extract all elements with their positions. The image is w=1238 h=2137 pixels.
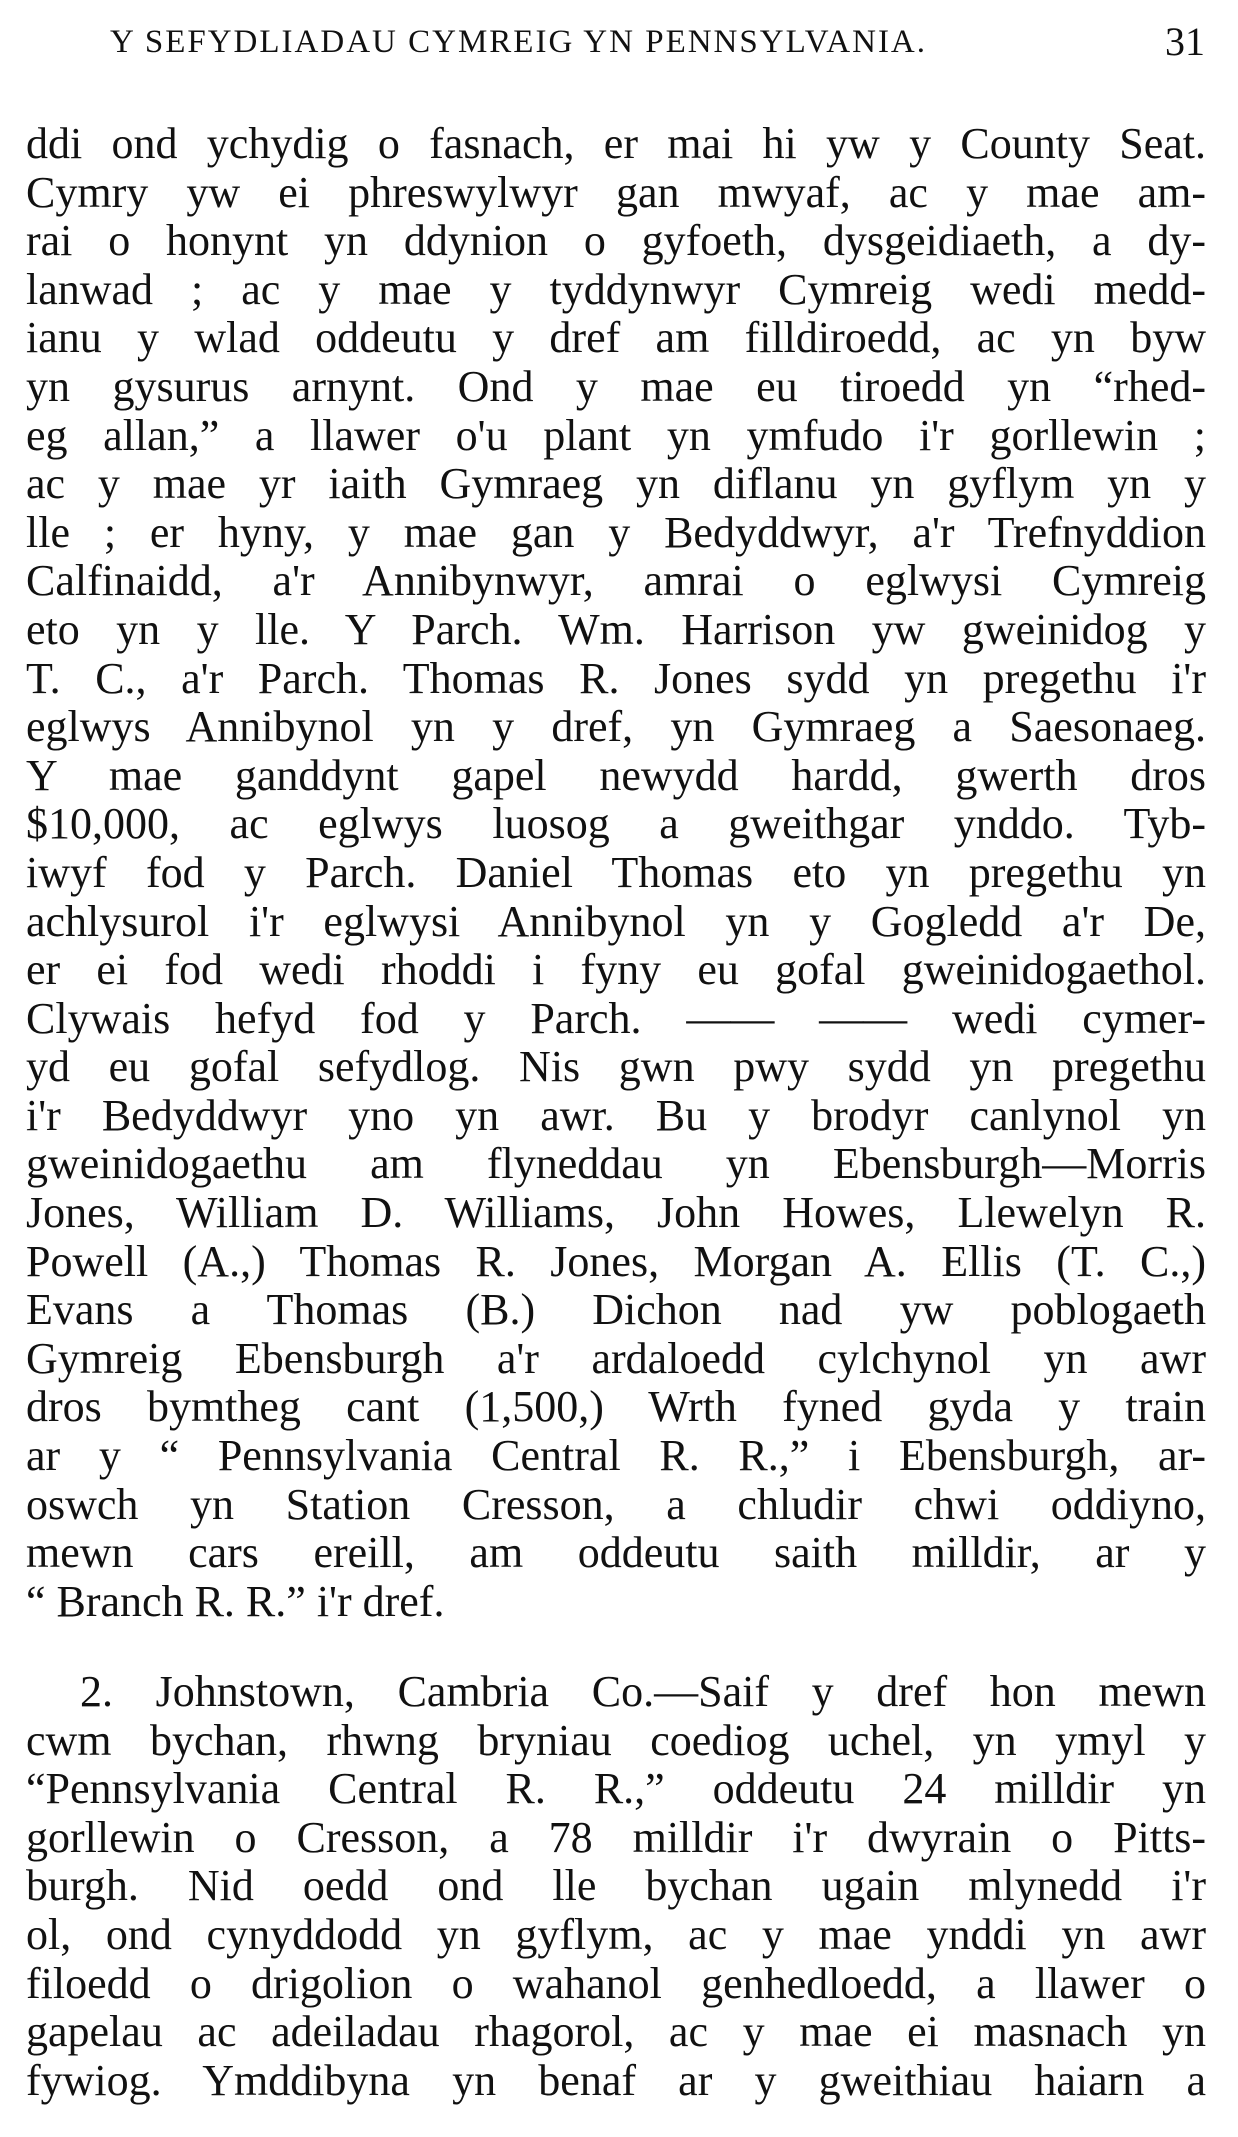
text-line: ac y mae yr iaith Gymraeg yn diflanu yn gyflym yn y	[26, 460, 1206, 509]
text-line: i'r Bedyddwyr yno yn awr. Bu y brodyr canlynol yn	[26, 1091, 1206, 1140]
text-line: gorllewin o Cresson, a 78 milldir i'r dwyrain o Pitts-	[26, 1813, 1206, 1862]
text-line: Gymreig Ebensburgh a'r ardaloedd cylchynol yn awr	[26, 1334, 1206, 1383]
text-line: Y mae ganddynt gapel newydd hardd, gwerth dros	[26, 751, 1206, 800]
text-line: dros bymtheg cant (1,500,) Wrth fyned gyda y train	[26, 1383, 1206, 1432]
text-line: ianu y wlad oddeutu y dref am filldiroedd, ac yn byw	[26, 314, 1206, 363]
text-line: achlysurol i'r eglwysi Annibynol yn y Gogledd a'r De,	[26, 897, 1206, 946]
text-line: ol, ond cynyddodd yn gyflym, ac y mae ynddi yn awr	[26, 1910, 1206, 1959]
text-line: lle ; er hyny, y mae gan y Bedyddwyr, a'r Trefnyddion	[26, 508, 1206, 557]
text-line: yd eu gofal sefydlog. Nis gwn pwy sydd yn pregethu	[26, 1043, 1206, 1092]
text-line: fywiog. Ymddibyna yn benaf ar y gweithiau haiarn a	[26, 2056, 1206, 2105]
text-line: $10,000, ac eglwys luosog a gweithgar ynddo. Tyb-	[26, 800, 1206, 849]
text-line: eglwys Annibynol yn y dref, yn Gymraeg a Saesonaeg.	[26, 703, 1206, 752]
page-number: 31	[1165, 19, 1205, 64]
text-line: ddi ond ychydig o fasnach, er mai hi yw y County Seat.	[26, 120, 1206, 168]
text-line: rai o honynt yn ddynion o gyfoeth, dysgeidiaeth, a dy-	[26, 217, 1206, 266]
paragraph-johnstown	[26, 1668, 1206, 2105]
text-line: lanwad ; ac y mae y tyddynwyr Cymreig wedi medd-	[26, 265, 1206, 314]
text-line: “ Branch R. R.” i'r dref.	[26, 1577, 445, 1626]
text-line: eto yn y lle. Y Parch. Wm. Harrison yw gweinidog y	[26, 605, 1206, 654]
text-line: Calfinaidd, a'r Annibynwyr, amrai o eglwysi Cymreig	[26, 557, 1206, 606]
text-line: burgh. Nid oedd ond lle bychan ugain mlynedd i'r	[26, 1862, 1206, 1911]
text-line: “Pennsylvania Central R. R.,” oddeutu 24 milldir yn	[26, 1765, 1206, 1814]
text-line: T. C., a'r Parch. Thomas R. Jones sydd yn pregethu i'r	[26, 654, 1206, 703]
text-line: cwm bychan, rhwng bryniau coediog uchel, yn ymyl y	[26, 1716, 1206, 1765]
text-line: iwyf fod y Parch. Daniel Thomas eto yn pregethu yn	[26, 848, 1206, 897]
text-line: oswch yn Station Cresson, a chludir chwi oddiyno,	[26, 1480, 1206, 1529]
text-line: eg allan,” a llawer o'u plant yn ymfudo i'r gorllewin ;	[26, 411, 1206, 460]
text-line: Jones, William D. Williams, John Howes, Llewelyn R.	[26, 1189, 1206, 1238]
text-line: mewn cars ereill, am oddeutu saith milldir, ar y	[26, 1529, 1206, 1578]
text-line: Clywais hefyd fod y Parch. —— —— wedi cymer-	[26, 994, 1206, 1043]
running-head-title: Y SEFYDLIADAU CYMREIG YN PENNSYLVANIA.	[110, 24, 928, 60]
text-line: Evans a Thomas (B.) Dichon nad yw poblogaeth	[26, 1286, 1206, 1335]
text-line: er ei fod wedi rhoddi i fyny eu gofal gweinidogaethol.	[26, 946, 1206, 995]
text-line: ar y “ Pennsylvania Central R. R.,” i Ebensburgh, ar-	[26, 1432, 1206, 1481]
text-line: Cymry yw ei phreswylwyr gan mwyaf, ac y mae am-	[26, 168, 1206, 217]
running-head	[110, 18, 1205, 66]
text-line: gweinidogaethu am flyneddau yn Ebensburgh—Morris	[26, 1140, 1206, 1189]
text-line: filoedd o drigolion o wahanol genhedloedd, a llawer o	[26, 1959, 1206, 2008]
text-line: gapelau ac adeiladau rhagorol, ac y mae ei masnach yn	[26, 2008, 1206, 2057]
text-line: yn gysurus arnynt. Ond y mae eu tiroedd yn “rhed-	[26, 362, 1206, 411]
text-line: Powell (A.,) Thomas R. Jones, Morgan A. Ellis (T. C.,)	[26, 1237, 1206, 1286]
paragraph-ebensburgh	[26, 120, 1206, 1626]
text-line: 2. Johnstown, Cambria Co.—Saif y dref hon mewn	[80, 1668, 1206, 1716]
